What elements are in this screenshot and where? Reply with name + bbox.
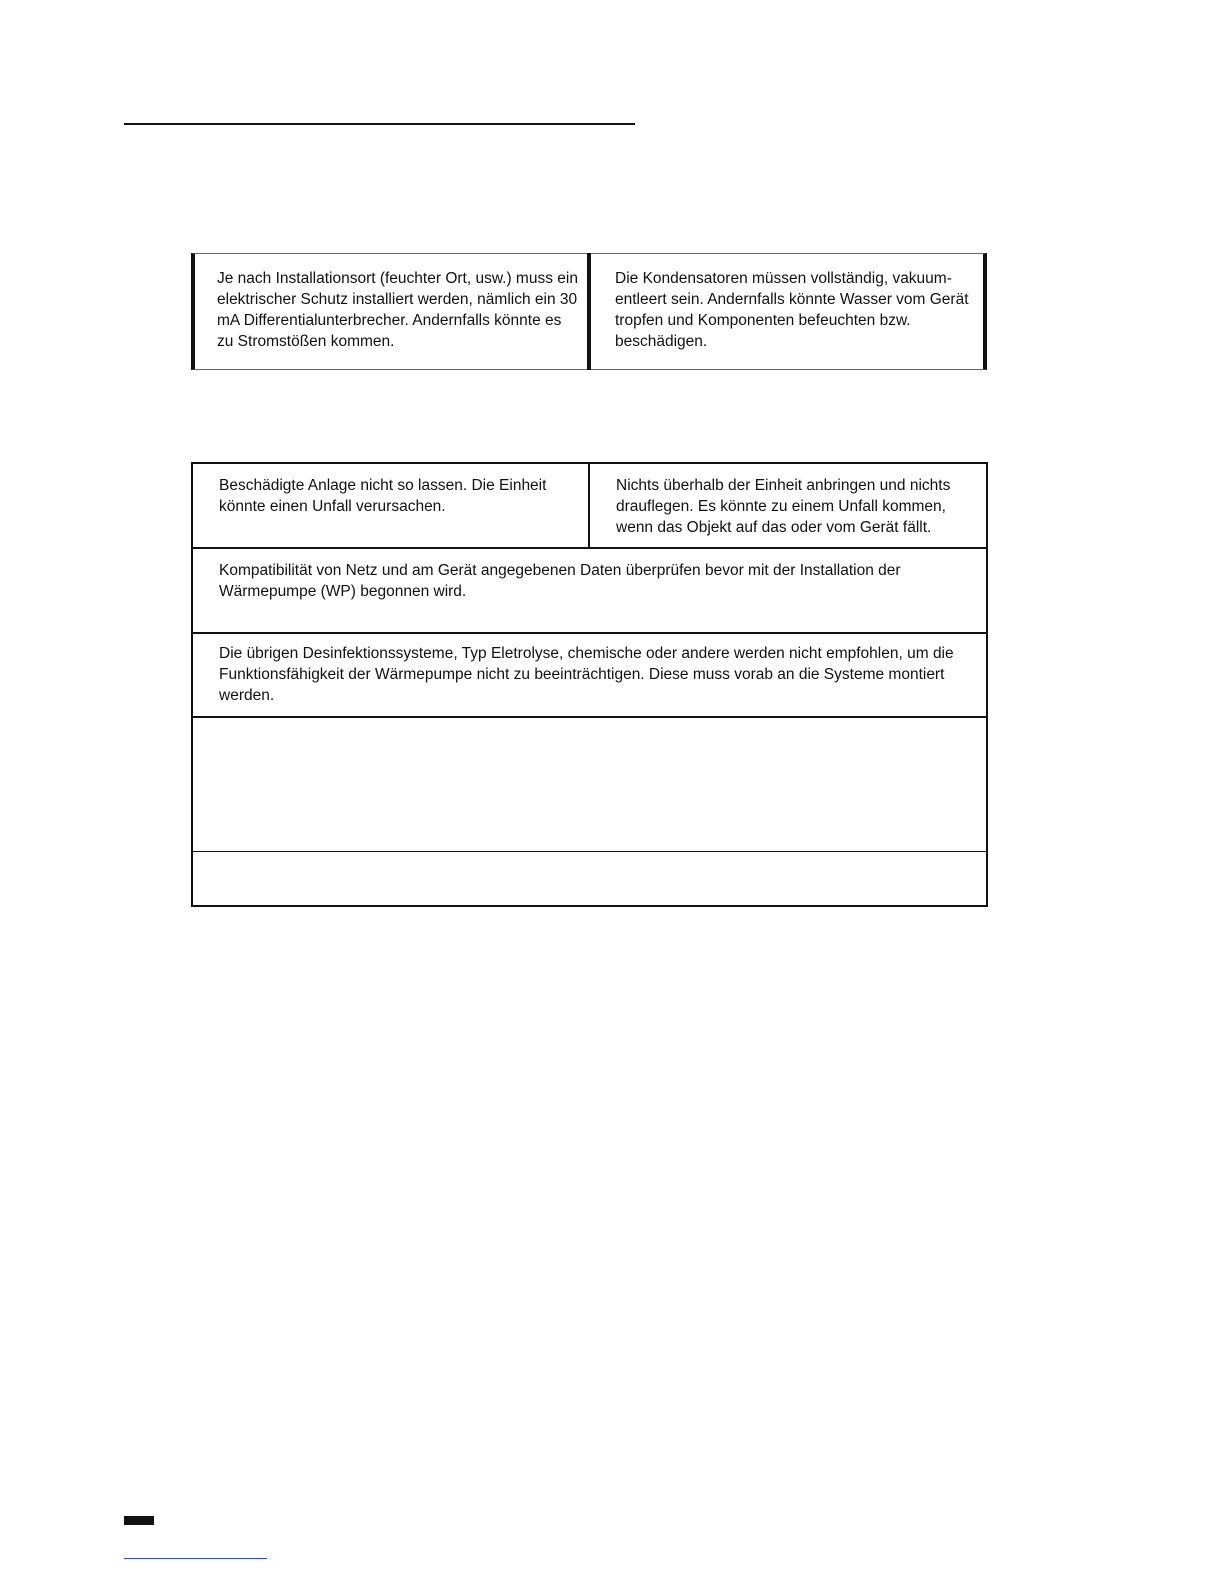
header-rule <box>124 123 635 125</box>
warning-condensers-vacuum: Die Kondensatoren müssen vollständig, vakuum-entleert sein. Andernfalls könnte Wasser vom Gerät tropfen und Komponenten befeuchten bzw. beschädigen. <box>615 270 969 350</box>
warning-table-2-rule-2 <box>191 632 988 634</box>
warning-nothing-on-unit: Nichts überhalb der Einheit anbringen und nichts drauflegen. Es könnte zu einem Unfall kommen, wenn das Objekt auf das oder vom Gerät fällt. <box>616 477 951 536</box>
footer-marker <box>124 1516 154 1525</box>
warning-table-2-rule-1 <box>191 547 988 549</box>
warning-disinfection-systems: Die übrigen Desinfektionssysteme, Typ Eletrolyse, chemische oder andere werden nicht empfohlen, um die Funktionsfähigkeit der Wärmepumpe nicht zu beeinträchtigen. Diese muss vorab an die Systeme montiert werden. <box>219 645 954 704</box>
warning-table-2-rule-3 <box>191 716 988 718</box>
warning-check-compatibility: Kompatibilität von Netz und am Gerät angegebenen Daten überprüfen bevor mit der Installation der Wärmepumpe (WP) begonnen wird. <box>219 562 901 600</box>
footer-link-rule <box>124 1558 267 1559</box>
warning-table-2-rule-4 <box>191 851 988 852</box>
warning-damaged-unit: Beschädigte Anlage nicht so lassen. Die Einheit könnte einen Unfall verursachen. <box>219 477 547 515</box>
warning-electrical-protection: Je nach Installationsort (feuchter Ort, usw.) muss ein elektrischer Schutz installiert werden, nämlich ein 30 mA Differentialunterbrecher. Andernfalls könnte es zu Stromstößen kommen. <box>217 270 578 350</box>
